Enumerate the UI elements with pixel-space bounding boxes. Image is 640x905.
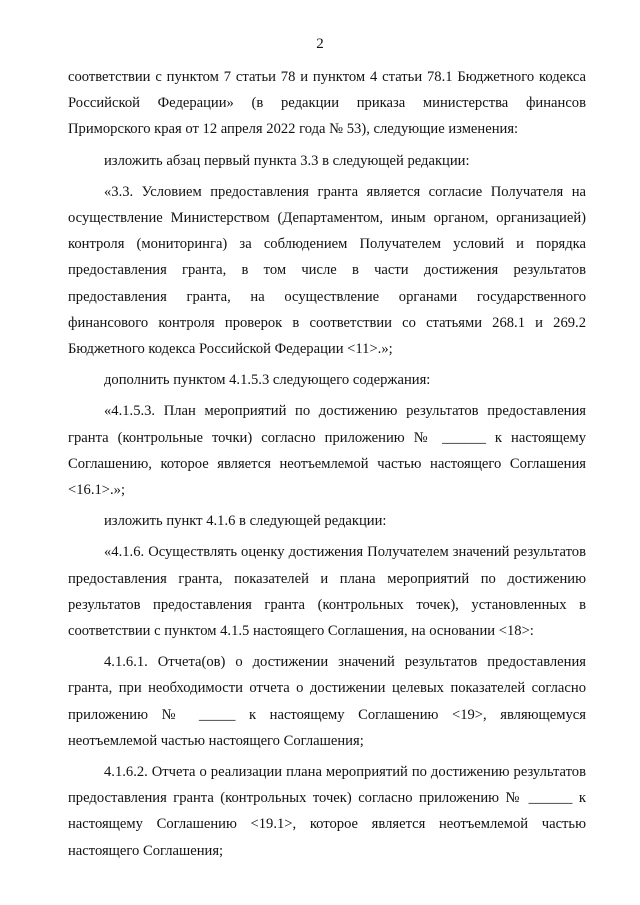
document-body [68,64,586,864]
paragraph-instruction-3-3: изложить абзац первый пункта 3.3 в следующей редакции: [104,152,470,169]
paragraph-instruction-4-1-5-3: дополнить пунктом 4.1.5.3 следующего содержания: [104,372,431,389]
paragraph-clause-3-3: «3.3. Условием предоставления гранта является согласие Получателя на осуществление Министерством (Департаментом, иным органом, организацией) контроля (мониторинга) за соблюдением Получателем условий и порядка предоставления гранта, в том числе в части достижения результатов предоставления гранта, на осуществление органами государственного финансового контроля проверок в соответствии со статьями 268.1 и 269.2 Бюджетного кодекса Российской Федерации <11>.»; [68,183,586,358]
paragraph-clause-4-1-6-1: 4.1.6.1. Отчета(ов) о достижении значений результатов предоставления гранта, при необходимости отчета о достижении целевых показателей согласно приложению № _____ к настоящему Соглашению <19>, являющемуся неотъемлемой частью настоящего Соглашения; [68,654,586,749]
paragraph-intro-continuation: соответствии с пунктом 7 статьи 78 и пунктом 4 статьи 78.1 Бюджетного кодекса Российской Федерации» (в редакции приказа министерства финансов Приморского края от 12 апреля 2022 года № 53), следующие изменения: [68,69,586,138]
paragraph-clause-4-1-6: «4.1.6. Осуществлять оценку достижения Получателем значений результатов предоставления гранта, показателей и плана мероприятий по достижению результатов предоставления гранта (контрольных точек), установленных в соответствии с пунктом 4.1.5 настоящего Соглашения, на основании <18>: [68,544,586,640]
paragraph-instruction-4-1-6: изложить пункт 4.1.6 в следующей редакции: [104,513,387,530]
paragraph-clause-4-1-6-2: 4.1.6.2. Отчета о реализации плана мероприятий по достижению результатов предоставления гранта (контрольных точек) согласно приложению № ______ к настоящему Соглашению <19.1>, которое является неотъемлемой частью настоящего Соглашения; [68,764,586,859]
page-number: 2 [316,36,324,52]
paragraph-clause-4-1-5-3: «4.1.5.3. План мероприятий по достижению результатов предоставления гранта (контрольные точки) согласно приложению № ______ к настоящему Соглашению, которое является неотъемлемой частью настоящего Соглашения <16.1>.»; [68,403,586,499]
